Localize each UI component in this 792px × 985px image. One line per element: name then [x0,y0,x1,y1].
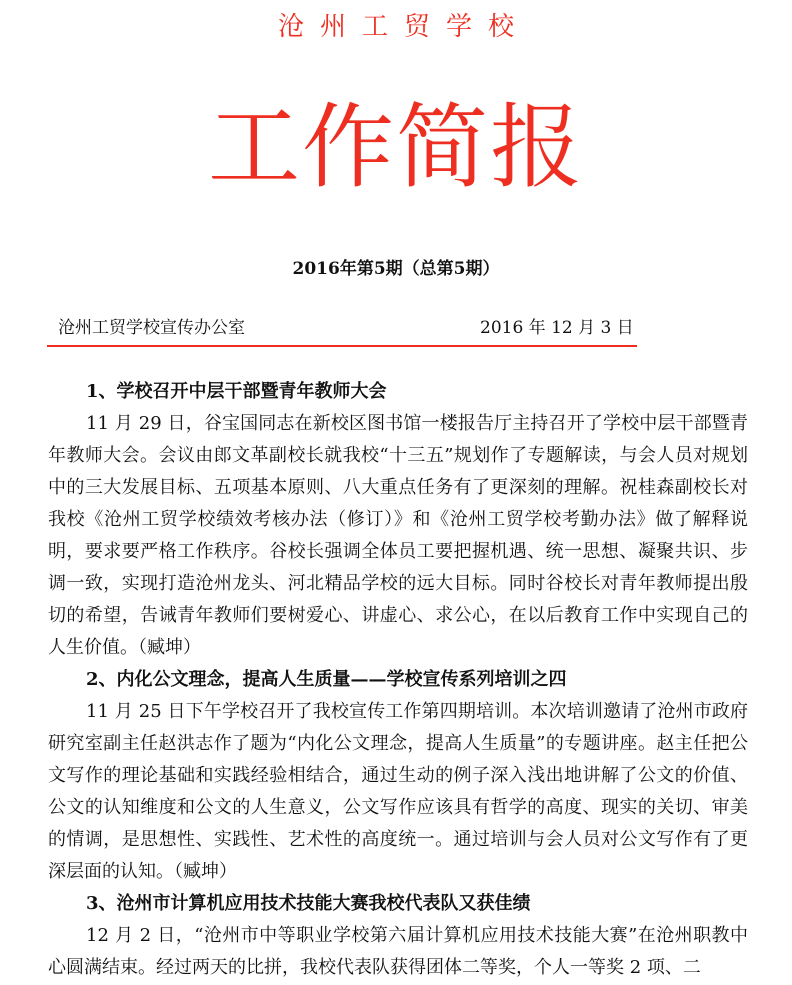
school-name: 沧州工贸学校 [277,12,530,42]
article-1 [48,376,748,664]
article-body: 11 月 25 日下午学校召开了我校宣传工作第四期培训。本次培训邀请了沧州市政府研究室副主任赵洪志作了题为“内化公文理念，提高人生质量”的专题讲座。赵主任把公文写作的理论基础和实践经验相结合，通过生动的例子深入浅出地讲解了公文的价值、公文的认知维度和公文的人生意义，公文写作应该具有哲学的高度、现实的关切、审美的情调，是思想性、实践性、艺术性的高度统一。通过培训与会人员对公文写作有了更深层面的认知。（臧坤） [48,701,748,882]
header-divider [47,345,637,347]
article-3 [48,888,748,984]
article-heading: 1、学校召开中层干部暨青年教师大会 [86,381,387,402]
article-2 [48,664,748,888]
article-heading: 2、内化公文理念，提高人生质量——学校宣传系列培训之四 [86,669,567,690]
masthead-title: 工作简报 [207,94,584,201]
article-body: 11 月 29 日，谷宝国同志在新校区图书馆一楼报告厅主持召开了学校中层干部暨青年教师大会。会议由郎文革副校长就我校“十三五”规划作了专题解读，与会人员对规划中的三大发展目标、五项基本原则、八大重点任务有了更深刻的理解。祝桂森副校长对我校《沧州工贸学校绩效考核办法（修订）》和《沧州工贸学校考勤办法》做了解释说明，要求要严格工作秩序。谷校长强调全体员工要把握机遇、统一思想、凝聚共识、步调一致，实现打造沧州龙头、河北精品学校的远大目标。同时谷校长对青年教师提出殷切的希望，告诫青年教师们要树爱心、讲虚心、求公心，在以后教育工作中实现自己的人生价值。（臧坤） [48,413,748,658]
article-heading: 3、沧州市计算机应用技术技能大赛我校代表队又获佳绩 [86,893,531,914]
publication-date: 2016 年 12 月 3 日 [480,318,634,338]
publisher-office: 沧州工贸学校宣传办公室 [58,318,245,338]
article-body: 12 月 2 日，“沧州市中等职业学校第六届计算机应用技术技能大赛”在沧州职教中心圆满结束。经过两天的比拼，我校代表队获得团体二等奖，个人一等奖 2 项、二 [48,925,748,978]
issue-number: 2016年第5期（总第5期） [292,259,500,279]
